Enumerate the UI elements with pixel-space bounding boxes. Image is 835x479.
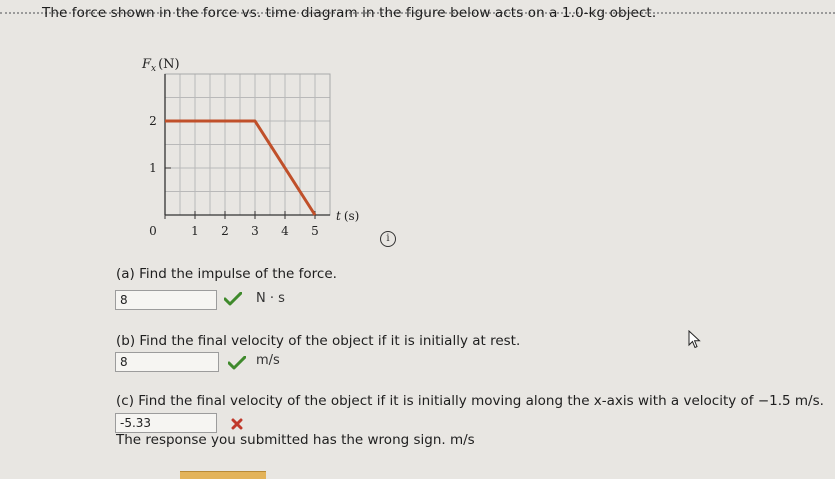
graph-grid — [165, 74, 330, 215]
part-a-answer-input[interactable]: 8 — [115, 290, 217, 310]
x-axis-label: t (s) — [336, 209, 360, 223]
x-tick-label: 1 — [191, 224, 199, 238]
y-tick-label: 2 — [149, 114, 157, 128]
x-tick-label: 0 — [149, 224, 157, 238]
x-tick-label: 3 — [251, 224, 259, 238]
y-tick-label: 1 — [149, 161, 157, 175]
force-time-graph — [120, 52, 380, 247]
part-b-answer-input[interactable]: 8 — [115, 352, 219, 372]
x-tick-label: 5 — [311, 224, 319, 238]
part-b-prompt: (b) Find the final velocity of the object if it is initially at rest. — [116, 333, 521, 349]
part-c-answer-input[interactable]: -5.33 — [115, 413, 217, 433]
part-a-correct-check-icon — [224, 292, 242, 306]
part-a-prompt: (a) Find the impulse of the force. — [116, 266, 337, 282]
x-tick-label: 2 — [221, 224, 229, 238]
mouse-cursor-icon — [688, 330, 702, 350]
part-c-prompt: (c) Find the final velocity of the object if it is initially moving along the x-axis with a velocity of −1.5 m/s. — [116, 393, 824, 409]
problem-statement: The force shown in the force vs. time diagram in the figure below acts on a 1.0-kg object. — [42, 5, 657, 21]
y-axis-label: $F_x$ (N) — [142, 57, 180, 74]
part-b-unit: m/s — [256, 353, 280, 368]
x-tick-label: 4 — [281, 224, 289, 238]
info-icon[interactable]: i — [380, 231, 396, 247]
part-a-unit: N · s — [256, 291, 285, 306]
part-c-incorrect-x-icon — [231, 418, 243, 430]
part-c-feedback: The response you submitted has the wrong sign. m/s — [116, 432, 475, 448]
graph-tick-labels — [149, 114, 319, 238]
part-b-correct-check-icon — [228, 356, 246, 370]
